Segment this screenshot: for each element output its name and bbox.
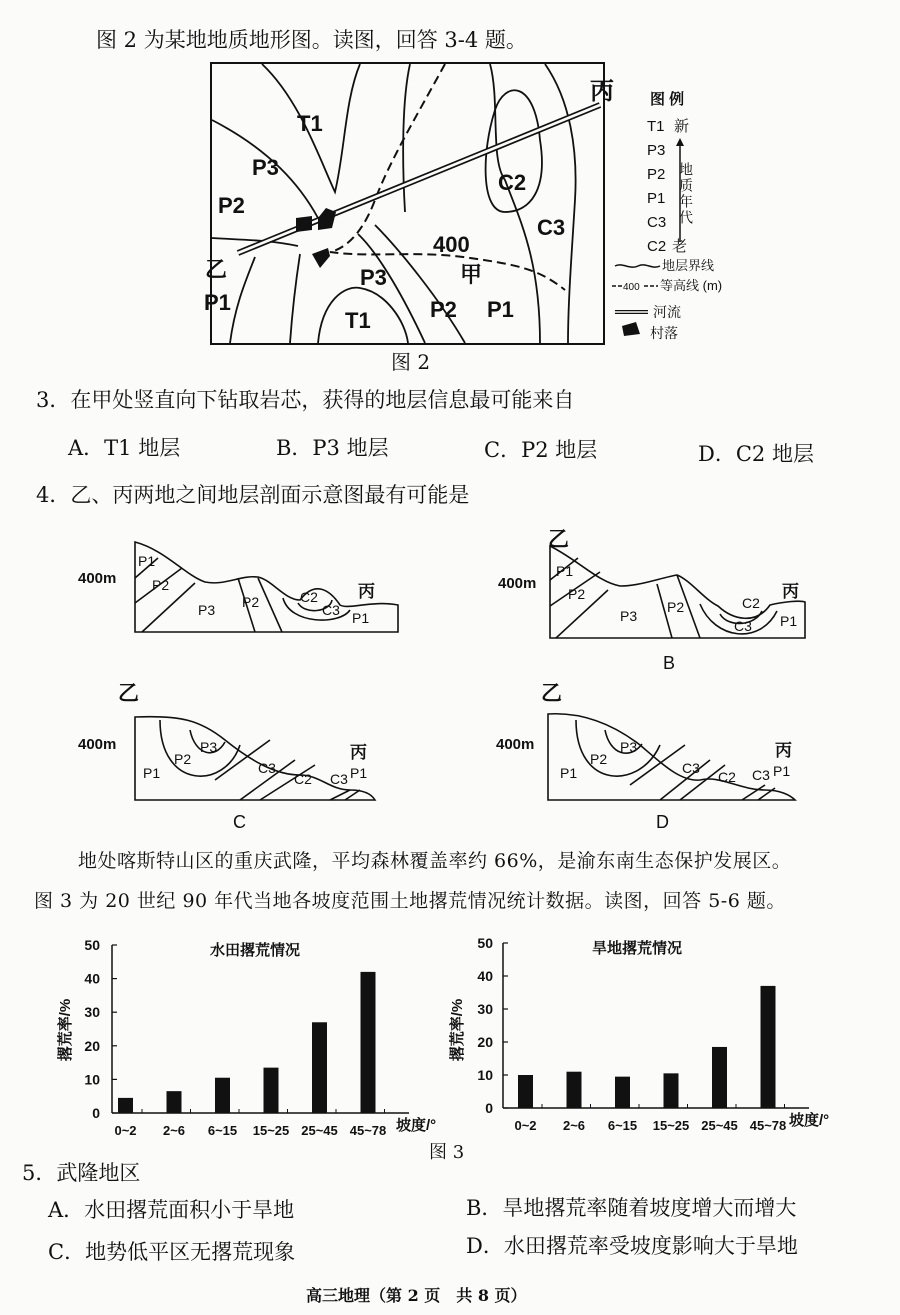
profile-b-label: P1 bbox=[556, 563, 574, 579]
profile-d-label: P1 bbox=[560, 765, 578, 781]
map-label-p3-bottom: P3 bbox=[360, 265, 387, 290]
geologic-map-figure bbox=[0, 0, 900, 380]
profile-a-label: P1 bbox=[352, 610, 370, 626]
profile-a-label: C3 bbox=[322, 602, 340, 618]
profile-b-label: P2 bbox=[667, 599, 685, 615]
y-tick-label: 10 bbox=[477, 1067, 493, 1083]
legend-axis-label: 地质年代 bbox=[678, 162, 694, 226]
profile-diagrams bbox=[0, 520, 900, 840]
legend-stratum-2: P3 bbox=[647, 142, 666, 159]
x-axis-label: 坡度/° bbox=[396, 1117, 437, 1134]
profile-c-alt: 400m bbox=[78, 736, 117, 753]
profile-d-label: C3 bbox=[752, 767, 770, 783]
q5-option-b[interactable]: B．旱地撂荒率随着坡度增大而增大 bbox=[466, 1196, 797, 1220]
profile-a-label: P2 bbox=[242, 594, 260, 610]
profile-b-letter: B bbox=[663, 653, 676, 673]
map-label-p1-bottom: P1 bbox=[487, 297, 514, 322]
legend-new-label: 新 bbox=[674, 118, 690, 135]
y-tick-label: 0 bbox=[485, 1100, 493, 1116]
fig3-bar-charts bbox=[0, 920, 900, 1150]
passage-line-2: 图 3 为 20 世纪 90 年代当地各坡度范围土地撂荒情况统计数据。读图，回答 5-6 题。 bbox=[34, 890, 786, 912]
profile-b-label: P1 bbox=[780, 613, 798, 629]
q5-option-c[interactable]: C．地势低平区无撂荒现象 bbox=[48, 1240, 296, 1264]
y-tick-label: 20 bbox=[84, 1037, 100, 1054]
y-tick-label: 20 bbox=[477, 1034, 493, 1050]
profile-c-label: C3 bbox=[330, 771, 348, 787]
y-axis-label: 撂荒率/% bbox=[449, 998, 466, 1062]
y-tick-label: 50 bbox=[477, 935, 493, 951]
passage-line-1: 地处喀斯特山区的重庆武隆，平均森林覆盖率约 66%，是渝东南生态保护发展区。 bbox=[78, 850, 792, 872]
profile-c-bing: 丙 bbox=[350, 743, 367, 762]
legend-arrow-icon bbox=[676, 138, 684, 146]
q3-stem: 3．在甲处竖直向下钻取岩芯，获得的地层信息最可能来自 bbox=[36, 388, 575, 412]
x-tick-label: 2~6 bbox=[562, 1118, 586, 1133]
profile-b-label: P3 bbox=[620, 608, 638, 624]
bar-dryland-5 bbox=[712, 1047, 727, 1108]
intro-fig2: 图 2 为某地地质地形图。读图，回答 3-4 题。 bbox=[96, 28, 527, 52]
profile-a-bing: 丙 bbox=[358, 582, 375, 601]
y-tick-label: 0 bbox=[92, 1105, 100, 1121]
x-tick-label: 0~2 bbox=[114, 1123, 137, 1138]
profile-b-label: C3 bbox=[734, 618, 752, 634]
profile-a-label: C2 bbox=[300, 589, 318, 605]
legend-contour-label: 等高线 (m) bbox=[660, 278, 723, 293]
profile-c-yi: 乙 bbox=[118, 682, 139, 705]
profile-c-label: C2 bbox=[294, 771, 312, 787]
map-label-yi: 乙 bbox=[205, 257, 228, 282]
x-tick-label: 6~15 bbox=[207, 1123, 238, 1138]
legend-boundary-label: 地层界线 bbox=[662, 258, 715, 273]
profile-b-label: C2 bbox=[742, 595, 760, 611]
bar-dryland-3 bbox=[615, 1077, 630, 1108]
profile-d-alt: 400m bbox=[496, 736, 535, 753]
x-tick-label: 2~6 bbox=[162, 1123, 186, 1138]
legend-stratum-1: T1 bbox=[647, 118, 665, 135]
y-axis-label: 撂荒率/% bbox=[57, 998, 74, 1062]
legend-village-label: 村落 bbox=[650, 325, 678, 341]
legend-stratum-4: P1 bbox=[647, 190, 666, 207]
y-tick-label: 30 bbox=[477, 1001, 493, 1017]
profile-c-label: C3 bbox=[258, 760, 276, 776]
map-label-p2-left: P2 bbox=[218, 193, 245, 218]
q3-option-b[interactable]: B．P3 地层 bbox=[276, 436, 389, 460]
profile-d-bing: 丙 bbox=[775, 741, 792, 760]
profile-d-label: C2 bbox=[718, 769, 736, 785]
q3-option-c[interactable]: C．P2 地层 bbox=[484, 438, 598, 462]
profile-d-label: C3 bbox=[682, 760, 700, 776]
map-label-bing: 丙 bbox=[590, 78, 614, 105]
profile-a-label: P3 bbox=[198, 602, 216, 618]
profile-b-label: P2 bbox=[568, 586, 586, 602]
q3-option-d[interactable]: D．C2 地层 bbox=[698, 442, 814, 466]
y-tick-label: 30 bbox=[84, 1004, 100, 1021]
legend-title: 图 例 bbox=[650, 91, 685, 108]
bar-paddy-6 bbox=[361, 972, 376, 1113]
legend-stratum-6: C2 bbox=[647, 238, 667, 255]
profile-b-bing: 丙 bbox=[782, 582, 799, 601]
profile-d-yi: 乙 bbox=[541, 682, 562, 705]
profile-a-label: P1 bbox=[138, 553, 156, 569]
profile-d-letter: D bbox=[656, 812, 669, 832]
profile-d-label: P1 bbox=[773, 763, 791, 779]
profile-d-label: P2 bbox=[590, 751, 608, 767]
x-tick-label: 45~78 bbox=[349, 1123, 387, 1138]
bar-dryland-6 bbox=[761, 986, 776, 1108]
q5-option-d[interactable]: D．水田撂荒率受坡度影响大于旱地 bbox=[466, 1234, 798, 1258]
profile-c-label: P3 bbox=[200, 739, 218, 755]
legend-stratum-5: C3 bbox=[647, 214, 667, 231]
chart-title: 旱地撂荒情况 bbox=[592, 940, 683, 957]
legend-river-label: 河流 bbox=[653, 304, 681, 320]
map-region-labels bbox=[204, 78, 614, 333]
bar-paddy-1 bbox=[118, 1098, 133, 1113]
y-tick-label: 50 bbox=[84, 937, 100, 953]
profile-d-label: P3 bbox=[620, 739, 638, 755]
bar-dryland-1 bbox=[518, 1075, 533, 1108]
q3-option-a[interactable]: A．T1 地层 bbox=[68, 436, 181, 460]
village-icon bbox=[296, 208, 336, 268]
legend-old-label: 老 bbox=[672, 238, 688, 255]
fig2-caption: 图 2 bbox=[391, 350, 431, 374]
legend-village-icon bbox=[622, 322, 640, 336]
x-tick-label: 15~25 bbox=[252, 1123, 290, 1138]
x-tick-label: 6~15 bbox=[607, 1118, 638, 1133]
x-tick-label: 25~45 bbox=[701, 1118, 738, 1133]
chart-title: 水田撂荒情况 bbox=[210, 942, 301, 959]
bar-paddy-5 bbox=[312, 1022, 327, 1113]
q5-option-a[interactable]: A．水田撂荒面积小于旱地 bbox=[48, 1198, 295, 1222]
fig3-caption: 图 3 bbox=[429, 1142, 465, 1163]
bar-paddy-2 bbox=[167, 1091, 182, 1113]
x-tick-label: 45~78 bbox=[749, 1118, 787, 1133]
bar-dryland-4 bbox=[664, 1073, 679, 1108]
x-axis-label: 坡度/° bbox=[789, 1112, 830, 1129]
map-label-p3-left: P3 bbox=[252, 155, 279, 180]
legend-stratum-3: P2 bbox=[647, 166, 666, 183]
bar-paddy-4 bbox=[264, 1068, 279, 1113]
y-tick-label: 40 bbox=[477, 968, 493, 984]
map-label-t1-bottom: T1 bbox=[345, 308, 371, 333]
x-tick-label: 25~45 bbox=[301, 1123, 338, 1138]
legend-contour-value: 400 bbox=[623, 282, 640, 293]
map-label-c3: C3 bbox=[537, 215, 566, 240]
y-tick-label: 10 bbox=[84, 1071, 100, 1088]
profile-a-label: P2 bbox=[152, 577, 170, 593]
profile-c-letter: C bbox=[233, 812, 246, 832]
profile-c-label: P1 bbox=[143, 765, 161, 781]
profile-a-alt: 400m bbox=[78, 570, 117, 587]
profile-b-yi: 乙 bbox=[548, 528, 569, 551]
y-tick-label: 40 bbox=[84, 970, 100, 987]
profile-b-alt: 400m bbox=[498, 575, 537, 592]
profile-c-label: P2 bbox=[174, 751, 192, 767]
map-label-contour-400: 400 bbox=[433, 232, 470, 257]
strata-boundary-lines bbox=[212, 64, 576, 343]
x-tick-label: 15~25 bbox=[652, 1118, 690, 1133]
q5-stem: 5．武隆地区 bbox=[22, 1161, 141, 1185]
bar-paddy-3 bbox=[215, 1078, 230, 1113]
profile-c-label: P1 bbox=[350, 765, 368, 781]
map-label-p2-bottom: P2 bbox=[430, 297, 457, 322]
map-label-t1-top: T1 bbox=[297, 111, 323, 136]
map-legend bbox=[612, 90, 722, 341]
x-tick-label: 0~2 bbox=[514, 1118, 537, 1133]
q4-stem: 4．乙、丙两地之间地层剖面示意图最有可能是 bbox=[36, 483, 470, 507]
map-label-c2: C2 bbox=[498, 170, 527, 195]
bar-dryland-2 bbox=[567, 1072, 582, 1108]
map-label-p1-left: P1 bbox=[204, 290, 231, 315]
page-footer: 高三地理（第 2 页 共 8 页） bbox=[306, 1286, 527, 1305]
map-label-jia: 甲 bbox=[460, 262, 483, 287]
